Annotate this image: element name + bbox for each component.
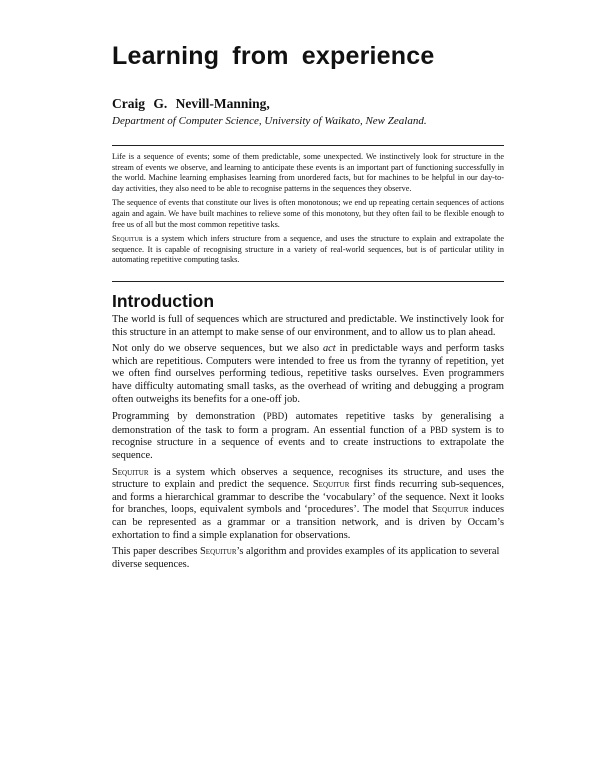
body-paragraph: Sequitur is a system which observes a sequence, recognises its structure, and uses the structure to explain and predict the sequence. Sequitur first finds recurring sub-sequences, and forms a hierarchical grammar to describe the ‘vocabulary’ of the sequence. Next it looks for branches, loops, equivalent symbols and ‘procedures’. The model that Sequitur induces can be represented as a grammar or a transition network, and is driven by Occam’s exhortation to find a simple explanation for observations. (112, 466, 504, 541)
body-paragraph: This paper describes Sequitur’s algorithm and provides examples of its application to several diverse sequences. (112, 546, 500, 570)
body-paragraph: Not only do we observe sequences, but we also act in predictable ways and perform tasks which are repetitious. Computers were intended to free us from the tyranny of repetition, yet we often find ourselves performing tedious, repetitive tasks ourselves. Even programmers have difficulty automating small tasks, as the overhead of writing and debugging a program often outweighs its benefits for a one-off job. (112, 343, 504, 405)
abstract-paragraph: Life is a sequence of events; some of them predictable, some unexpected. We instinctively look for structure in the stream of events we observe, and learning to anticipate these events is an important part of functioning successfully in the world. Machine learning emphasises learning from unordered facts, but for machines to be helpful in our day-to-day activities, they also need to be able to recognise patterns in the sequences they observe. (112, 152, 504, 193)
abstract (112, 152, 504, 270)
section-heading: Introduction (112, 291, 215, 311)
body-paragraph: Programming by demonstration (PBD) automates repetitive tasks by generalising a demonstration of the task to form a program. An essential function of a PBD system is to recognise structure in a sequence of events and to create instructions to extrapolate the sequence. (112, 411, 505, 461)
paper-title: Learning from experience (112, 42, 435, 70)
introduction-body (112, 314, 504, 575)
author-line: Craig G. Nevill-Manning, (112, 96, 270, 111)
system-name: Sequitur (112, 234, 143, 244)
abstract-paragraph: Sequitur is a system which infers structure from a sequence, and uses the structure to explain and extrapolate the sequence. It is capable of recognising structure in a variety of real-world sequences, but is of particular utility in automating repetitive computing tasks. (112, 234, 504, 265)
abstract-bottom-rule (112, 281, 504, 282)
body-paragraph: The world is full of sequences which are structured and predictable. We instinctively look for this structure in an attempt to make sense of our environment, and to allow us to plan ahead. (112, 314, 504, 338)
affiliation: Department of Computer Science, University of Waikato, New Zealand. (112, 115, 427, 127)
abstract-top-rule (112, 145, 504, 146)
abstract-paragraph: The sequence of events that constitute our lives is often monotonous; we end up repeating certain sequences of actions again and again. We have built machines to relieve some of this monotony, but they often fail to be flexible enough to free us of all but the most common repetitive tasks. (112, 198, 504, 229)
